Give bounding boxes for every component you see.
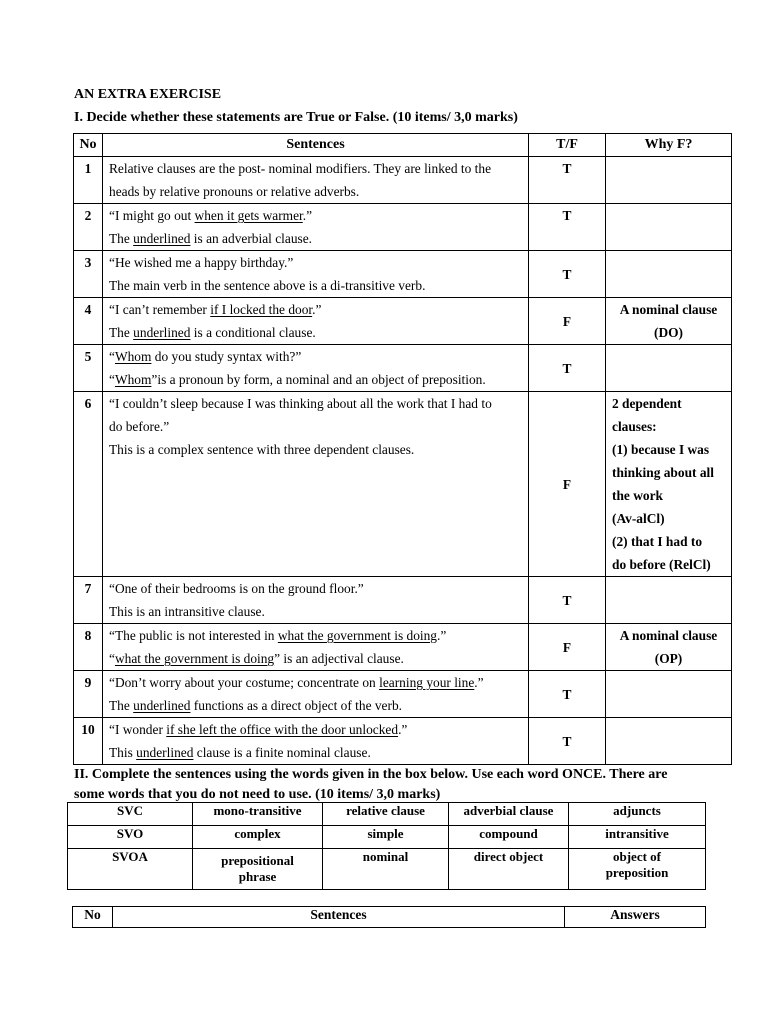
- header-no: No: [74, 134, 103, 157]
- sentence-line: “I wonder if she left the office with the door unlocked.”: [109, 722, 408, 737]
- sentence-line: The main verb in the sentence above is a di-transitive verb.: [109, 278, 426, 293]
- word-cell: SVC: [68, 803, 193, 826]
- sentence-line: This is an intransitive clause.: [109, 604, 265, 619]
- why-cell: [606, 157, 732, 204]
- sentence-cell: [103, 392, 529, 577]
- underlined-text: when it gets warmer: [194, 208, 303, 223]
- tf-answer: F: [529, 624, 606, 671]
- word-box-row: [68, 803, 706, 826]
- word-cell: compound: [449, 826, 569, 849]
- why-cell: A nominal clause (OP): [606, 624, 732, 671]
- header-why: Why F?: [606, 134, 732, 157]
- word-box-row: [68, 849, 706, 890]
- table-header-row: [74, 134, 732, 157]
- answer-header-sentences: Sentences: [113, 907, 565, 928]
- sentence-cell: [103, 718, 529, 765]
- tf-answer: F: [529, 392, 606, 577]
- sentence-cell: [103, 345, 529, 392]
- why-cell: [606, 345, 732, 392]
- tf-answer: T: [529, 251, 606, 298]
- sentence-cell: [103, 577, 529, 624]
- word-cell: adjuncts: [569, 803, 706, 826]
- why-cell: [606, 251, 732, 298]
- word-cell: SVO: [68, 826, 193, 849]
- sentence-line: “One of their bedrooms is on the ground floor.”: [109, 581, 364, 596]
- row-number: 3: [74, 251, 103, 298]
- sentence-cell: [103, 204, 529, 251]
- underlined-text: Whom: [114, 372, 152, 387]
- row-number: 8: [74, 624, 103, 671]
- word-cell: simple: [323, 826, 449, 849]
- row-number: 9: [74, 671, 103, 718]
- why-cell: 2 dependent clauses: (1) because I was thinking about all the work (Av-alCl) (2) that I had to do before (RelCl): [606, 392, 732, 577]
- word-cell: mono-transitive: [193, 803, 323, 826]
- tf-answer: T: [529, 345, 606, 392]
- sentence-line: “The public is not interested in what the government is doing.”: [109, 628, 447, 643]
- word-cell: relative clause: [323, 803, 449, 826]
- part2-heading-line1: II. Complete the sentences using the words given in the box below. Use each word ONCE. There are: [74, 767, 668, 782]
- page-title: AN EXTRA EXERCISE: [74, 87, 222, 102]
- sentence-line: “Whom”is a pronoun by form, a nominal and an object of preposition.: [109, 372, 486, 387]
- table-row: [74, 251, 732, 298]
- word-box-table: [67, 802, 706, 890]
- row-number: 1: [74, 157, 103, 204]
- row-number: 5: [74, 345, 103, 392]
- row-number: 6: [74, 392, 103, 577]
- table-row: [74, 718, 732, 765]
- answer-header-row: [73, 907, 706, 928]
- answer-header-answers: Answers: [565, 907, 706, 928]
- underlined-text: what the government is doing: [114, 651, 275, 666]
- word-box-row: [68, 826, 706, 849]
- sentence-line: The underlined functions as a direct object of the verb.: [109, 698, 403, 713]
- table-row: [74, 624, 732, 671]
- table-row: [74, 392, 732, 577]
- sentence-line: This is a complex sentence with three dependent clauses.: [109, 442, 415, 457]
- sentence-line: “what the government is doing” is an adjectival clause.: [109, 651, 404, 666]
- underlined-text: learning your line: [379, 675, 475, 690]
- part1-heading: I. Decide whether these statements are True or False. (10 items/ 3,0 marks): [74, 110, 518, 125]
- tf-answer: T: [529, 718, 606, 765]
- sentence-cell: [103, 251, 529, 298]
- table-row: [74, 345, 732, 392]
- table-row: [74, 671, 732, 718]
- underlined-text: if she left the office with the door unlocked: [166, 722, 399, 737]
- table-row: [74, 577, 732, 624]
- underlined-text: underlined: [136, 745, 194, 760]
- why-cell: A nominal clause (DO): [606, 298, 732, 345]
- sentence-line: The underlined is an adverbial clause.: [109, 231, 313, 246]
- sentence-line: heads by relative pronouns or relative adverbs.: [109, 184, 360, 199]
- row-number: 2: [74, 204, 103, 251]
- sentence-line: “I might go out when it gets warmer.”: [109, 208, 313, 223]
- word-cell: prepositional phrase: [193, 849, 323, 890]
- word-cell: nominal: [323, 849, 449, 890]
- why-cell: [606, 577, 732, 624]
- true-false-table: [73, 133, 732, 765]
- sentence-line: “Don’t worry about your costume; concentrate on learning your line.”: [109, 675, 484, 690]
- sentence-cell: [103, 671, 529, 718]
- underlined-text: underlined: [133, 231, 191, 246]
- table-row: [74, 298, 732, 345]
- underlined-text: underlined: [133, 698, 191, 713]
- word-cell: direct object: [449, 849, 569, 890]
- sentence-line: “Whom do you study syntax with?”: [109, 349, 302, 364]
- underlined-text: Whom: [114, 349, 152, 364]
- header-sentences: Sentences: [103, 134, 529, 157]
- row-number: 7: [74, 577, 103, 624]
- table-row: [74, 157, 732, 204]
- word-cell: adverbial clause: [449, 803, 569, 826]
- sentence-line: This underlined clause is a finite nominal clause.: [109, 745, 371, 760]
- part2-heading-line2: some words that you do not need to use. (10 items/ 3,0 marks): [74, 787, 441, 802]
- row-number: 10: [74, 718, 103, 765]
- answer-header-no: No: [73, 907, 113, 928]
- sentence-cell: [103, 157, 529, 204]
- sentence-line: “He wished me a happy birthday.”: [109, 255, 294, 270]
- word-cell: object of preposition: [569, 849, 706, 890]
- sentence-cell: [103, 298, 529, 345]
- answer-table: [72, 906, 706, 928]
- underlined-text: if I locked the door: [210, 302, 313, 317]
- row-number: 4: [74, 298, 103, 345]
- tf-answer: F: [529, 298, 606, 345]
- tf-answer: T: [529, 204, 606, 251]
- sentence-line: “I couldn’t sleep because I was thinking about all the work that I had to: [109, 396, 492, 411]
- word-cell: complex: [193, 826, 323, 849]
- why-cell: [606, 718, 732, 765]
- sentence-line: Relative clauses are the post- nominal modifiers. They are linked to the: [109, 161, 492, 176]
- sentence-line: The underlined is a conditional clause.: [109, 325, 316, 340]
- sentence-line: do before.”: [109, 419, 170, 434]
- tf-answer: T: [529, 157, 606, 204]
- word-cell: intransitive: [569, 826, 706, 849]
- word-cell: SVOA: [68, 849, 193, 890]
- why-cell: [606, 671, 732, 718]
- underlined-text: what the government is doing: [277, 628, 437, 643]
- sentence-line: “I can’t remember if I locked the door.”: [109, 302, 322, 317]
- tf-answer: T: [529, 577, 606, 624]
- table-row: [74, 204, 732, 251]
- tf-answer: T: [529, 671, 606, 718]
- sentence-cell: [103, 624, 529, 671]
- why-cell: [606, 204, 732, 251]
- header-tf: T/F: [529, 134, 606, 157]
- underlined-text: underlined: [133, 325, 191, 340]
